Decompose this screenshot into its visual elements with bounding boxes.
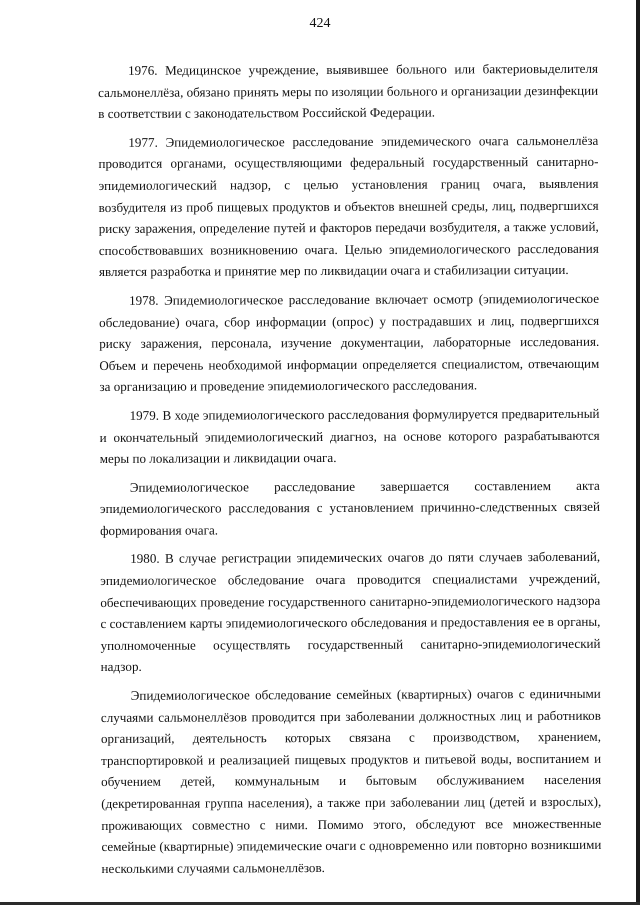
paragraph-1979-continued: Эпидемиологическое расследование завершается составлением акта эпидемиологического расследования с установлением причинно-следственных связей формирования очага. (99, 477, 600, 538)
page-number: 424 (309, 16, 331, 31)
paragraph-1976: 1976. Медицинское учреждение, выявившее больного или бактериовыделителя сальмонеллёза, обязано принять меры по изоляции больного и организации дезинфекции в соответствии с законодательством Российской Федерации. (98, 60, 599, 122)
scan-edge-right (636, 0, 640, 905)
paragraph-1977: 1977. Эпидемиологическое расследование эпидемического очага сальмонеллёза проводится органами, осуществляющими федеральный государственный санитарно-эпидемиологический надзор, с целью установления границ очага, выявления возбудителя из проб пищевых продуктов и объектов внешней среды, лиц, подвергшихся риску заражения, определение путей и факторов передачи возбудителя, а также условий, способствовавших возникновению очага. Целью эпидемиологического расследования является разработка и принятие мер по ликвидации очага и стабилизации ситуации. (98, 132, 599, 280)
document-body (98, 58, 602, 887)
paragraph-1980-continued: Эпидемиологическое обследование семейных (квартирных) очагов с единичными случаями сальмонеллёзов проводится при заболевании должностных лиц и работников организаций, деятельность которых связана с производством, хранением, транспортировкой и реализацией пищевых продуктов и питьевой воды, воспитанием и обучением детей, коммунальным и бытовым обслуживанием населения (декретированная группа населения), а также при заболевании лиц (детей и взрослых), проживающих совместно с ними. Помимо этого, обследуют все множественные семейные (квартирные) эпидемические очаги с одновременно или повторно возникшими несколькими случаями сальмонеллёзов. (100, 685, 602, 876)
paragraph-1980: 1980. В случае регистрации эпидемических очагов до пяти случаев заболеваний, эпидемиологическое обследование очага проводится специалистами учреждений, обеспечивающих проведение государственного санитарно-эпидемиологического надзора с составлением карты эпидемиологического обследования и предоставления ее в органы, уполномоченные осуществлять государственный санитарно-эпидемиологический надзор. (100, 549, 601, 675)
paragraph-1978: 1978. Эпидемиологическое расследование включает осмотр (эпидемиологическое обследование) очага, сбор информации (опрос) у пострадавших и лиц, подвергшихся риску заражения, персонала, изучение документации, лабораторные исследования. Объем и перечень необходимой информации определяется специалистом, отвечающим за организацию и проведение эпидемиологического расследования. (99, 290, 600, 395)
paragraph-1979: 1979. В ходе эпидемиологического расследования формулируется предварительный и окончательный эпидемиологический диагноз, на основе которого разрабатываются меры по локализации и ликвидации очага. (99, 405, 600, 467)
